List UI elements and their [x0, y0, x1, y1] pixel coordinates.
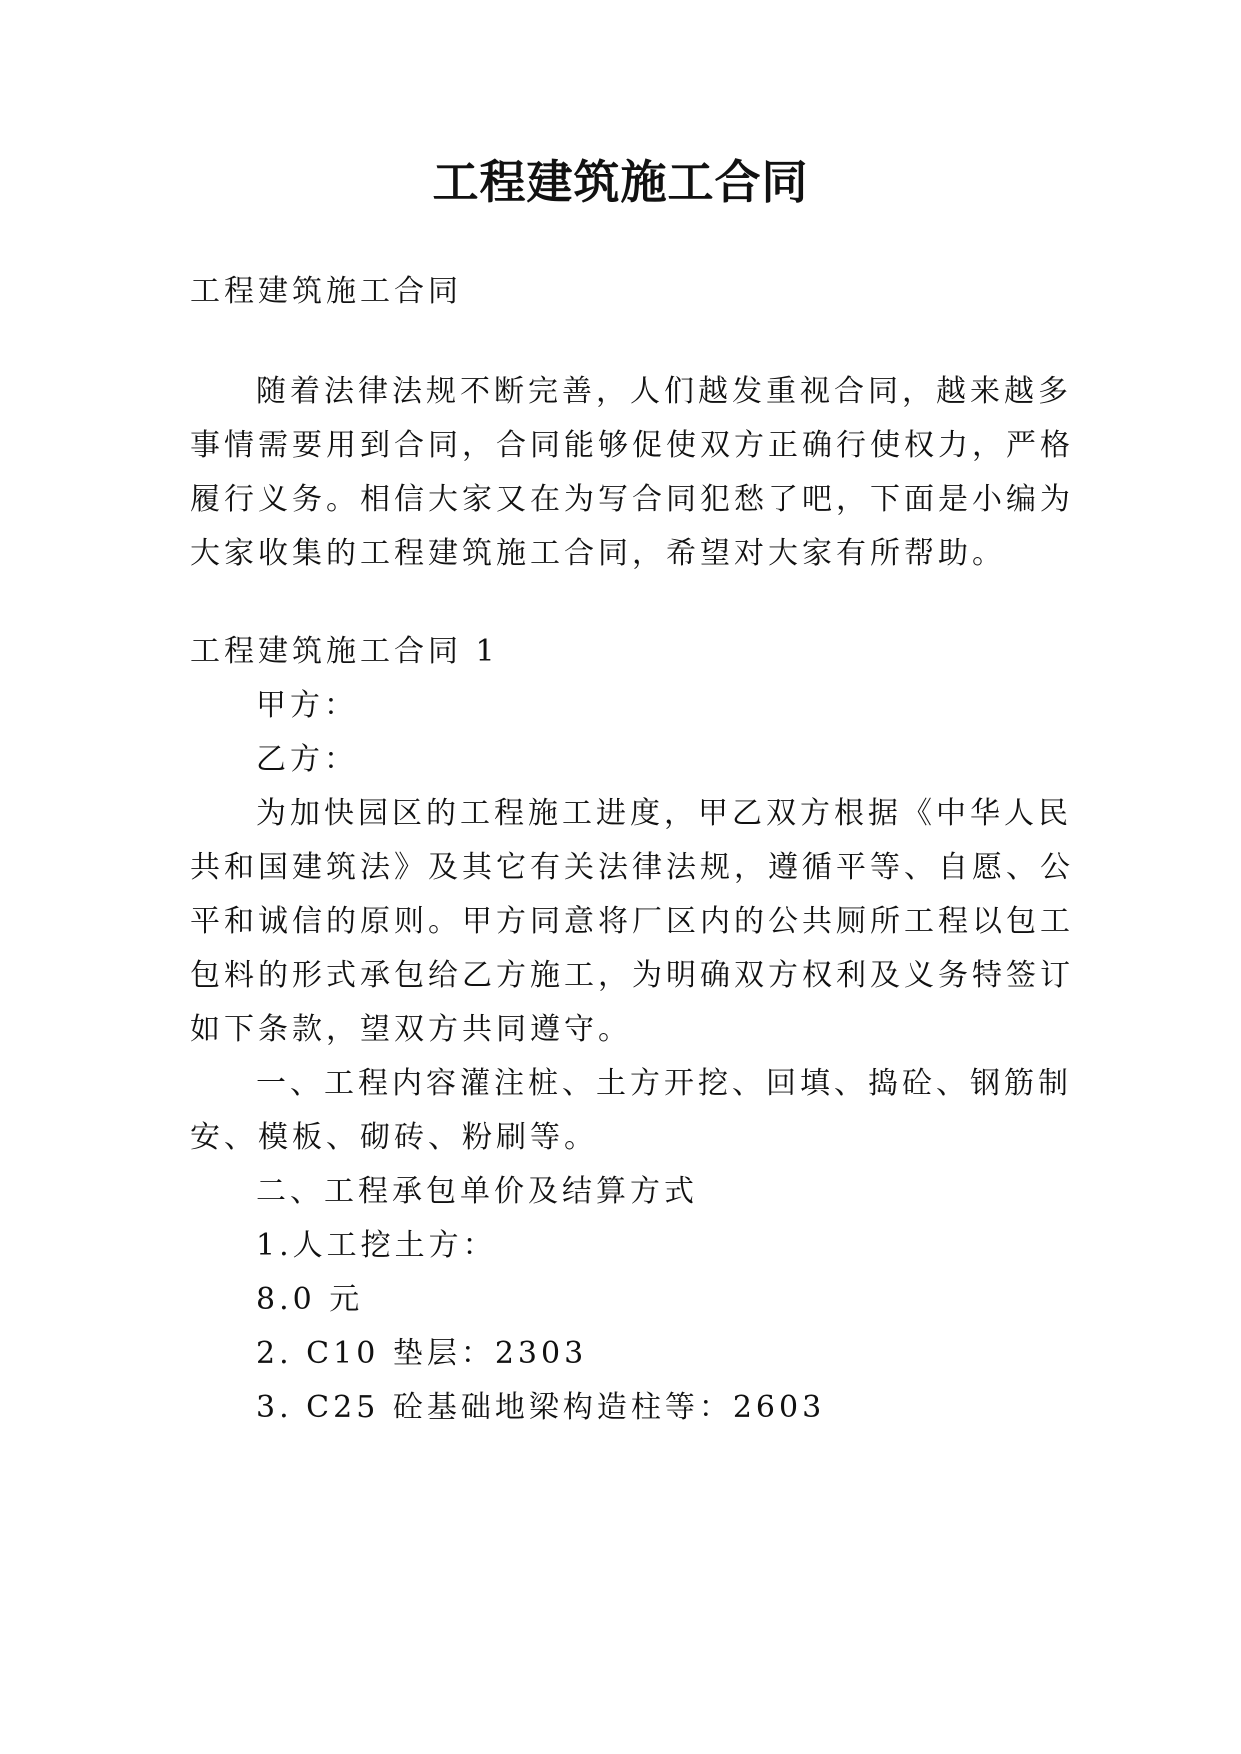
document-title: 工程建筑施工合同 — [432, 155, 809, 209]
section-heading: 工程建筑施工合同 1 — [190, 634, 499, 669]
preamble-line-1: 为加快园区的工程施工进度，甲乙双方根据《中华人民 — [256, 796, 1072, 831]
item-1-value: 8.0 元 — [256, 1282, 364, 1317]
party-b-label: 乙方： — [256, 742, 358, 777]
clause1-line-2: 安、模板、砌砖、粉刷等。 — [190, 1120, 598, 1155]
preamble-line-2: 共和国建筑法》及其它有关法律法规，遵循平等、自愿、公 — [190, 850, 1074, 885]
preamble-line-5: 如下条款，望双方共同遵守。 — [190, 1012, 632, 1047]
subtitle: 工程建筑施工合同 — [190, 274, 462, 309]
item-2: 2. C10 垫层：2303 — [256, 1336, 588, 1371]
clause1-line-1: 一、工程内容灌注桩、土方开挖、回填、捣砼、钢筋制 — [256, 1066, 1072, 1101]
party-a-label: 甲方： — [256, 688, 358, 723]
intro-line-4: 大家收集的工程建筑施工合同，希望对大家有所帮助。 — [190, 536, 1006, 571]
intro-line-2: 事情需要用到合同，合同能够促使双方正确行使权力，严格 — [190, 428, 1074, 463]
preamble-line-3: 平和诚信的原则。甲方同意将厂区内的公共厕所工程以包工 — [190, 904, 1074, 939]
clause2-heading: 二、工程承包单价及结算方式 — [256, 1174, 698, 1209]
item-3: 3. C25 砼基础地梁构造柱等：2603 — [256, 1390, 826, 1425]
intro-line-3: 履行义务。相信大家又在为写合同犯愁了吧，下面是小编为 — [190, 482, 1074, 517]
preamble-line-4: 包料的形式承包给乙方施工，为明确双方权利及义务特签订 — [190, 958, 1074, 993]
item-1: 1.人工挖土方： — [256, 1228, 497, 1263]
intro-line-1: 随着法律法规不断完善，人们越发重视合同，越来越多 — [256, 374, 1072, 409]
